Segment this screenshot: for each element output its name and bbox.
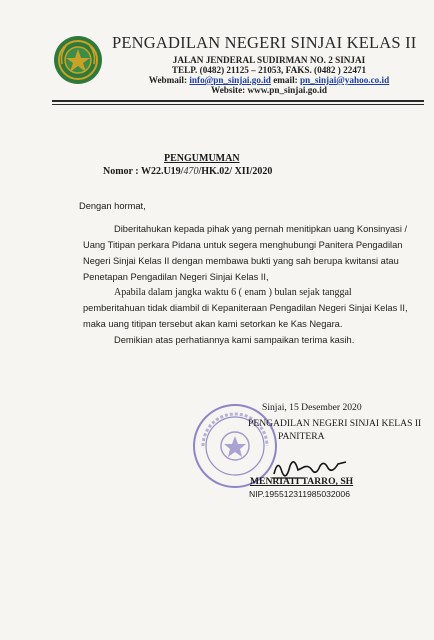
org-name: PENGADILAN NEGERI SINJAI KELAS II [112,33,417,52]
paragraph-1-line-4: Penetapan Pengadilan Negeri Sinjai Kelas II, [83,272,269,282]
paragraph-1-line-1: Diberitahukan kepada pihak yang pernah menitipkan uang Konsinyasi / [114,224,408,234]
signatory-nip: NIP.195512311985032006 [249,489,350,499]
announcement-number [103,166,272,177]
address-line: JALAN JENDERAL SUDIRMAN NO. 2 SINJAI [172,55,366,65]
paragraph-2-line-2: pemberitahuan tidak diambil di Kepaniteraan Pengadilan Negeri Sinjai Kelas II, [83,303,408,313]
place-date: Sinjai, 15 Desember 2020 [262,402,362,413]
email-link[interactable]: pn_sinjai@yahoo.co.id [300,75,390,85]
court-emblem-icon [52,34,104,86]
webmail-line [104,75,434,85]
website-line: Website: www.pn_sinjai.go.id [211,85,327,95]
signatory-name: MENRIATI TARRO, SH [250,476,354,487]
paragraph-2-line-1: Apabila dalam jangka waktu 6 ( enam ) bulan sejak tanggal [114,287,352,298]
webmail-label: Webmail: [148,75,190,85]
number-suffix: /HK.02/ XII/2020 [198,166,273,177]
signatory-org: PENGADILAN NEGERI SINJAI KELAS II [248,418,422,429]
number-prefix: Nomor : W22.U19/ [103,166,184,177]
header-divider-thin [52,104,424,105]
paragraph-1-line-3: Negeri Sinjai Kelas II dengan membawa bukti yang sah berupa kwitansi atau [83,256,399,266]
greeting: Dengan hormat, [79,201,146,211]
signatory-position: PANITERA [278,431,325,442]
paragraph-2-line-3: maka uang titipan tersebut akan kami setorkan ke Kas Negara. [83,319,343,329]
phone-line: TELP. (0482) 21125 – 21053, FAKS. (0482 ) 22471 [171,65,367,75]
paragraph-3-line-1: Demikian atas perhatiannya kami sampaikan terima kasih. [114,335,355,345]
paragraph-1-line-2: Uang Titipan perkara Pidana untuk segera menghubungi Panitera Pengadilan [83,240,403,250]
header-divider-thick [52,100,424,102]
email-label: email: [270,75,300,85]
number-handwritten: 470 [183,166,199,177]
announcement-title: PENGUMUMAN [164,153,240,164]
webmail-link[interactable]: info@pn_sinjai.go.id [189,75,271,85]
